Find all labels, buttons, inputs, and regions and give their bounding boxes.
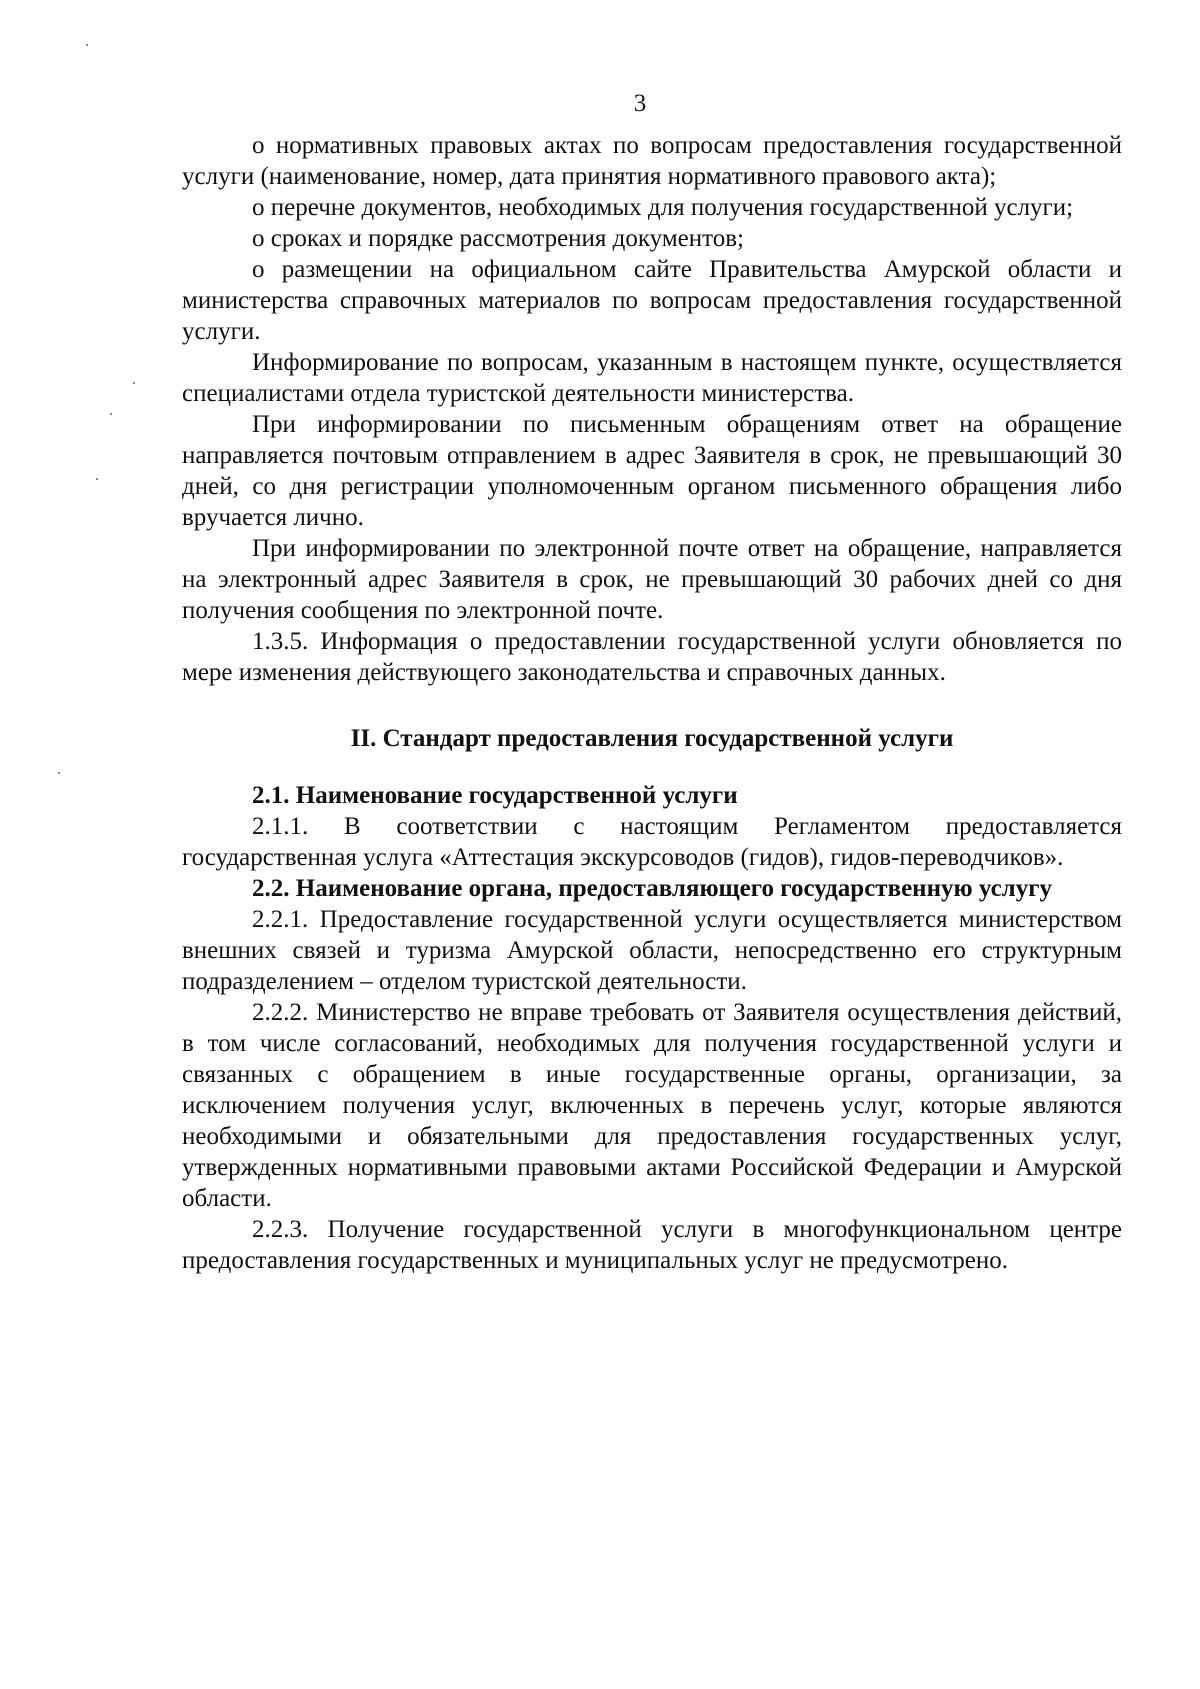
paragraph: 2.2.1. Предоставление государственной услуги осуществляется министерством внешних связей и туризма Амурской области, непосредственно его структурным подразделением – отделом туристской деятельности. [182, 906, 1122, 995]
document-body [182, 130, 1122, 1276]
scan-speck [133, 382, 135, 384]
paragraph: о сроках и порядке рассмотрения документов; [252, 225, 744, 252]
paragraph: 2.1.1. В соответствии с настоящим Регламентом предоставляется государственная услуга «Аттестация экскурсоводов (гидов), гидов-переводчиков». [182, 813, 1122, 871]
paragraph: о перечне документов, необходимых для получения государственной услуги; [252, 194, 1074, 221]
scan-speck [86, 44, 88, 46]
paragraph: 2.2.2. Министерство не вправе требовать от Заявителя осуществления действий, в том числе согласований, необходимых для получения государственной услуги и связанных с обращением в иные государственные органы, организации, за исключением получения услуг, включенных в перечень услуг, которые являются необходимыми и обязательными для предоставления государственных услуг, утвержденных нормативными правовыми актами Российской Федерации и Амурской области. [182, 999, 1122, 1212]
paragraph: При информировании по письменным обращениям ответ на обращение направляется почтовым отправлением в адрес Заявителя в срок, не превышающий 30 дней, со дня регистрации уполномоченным органом письменного обращения либо вручается лично. [182, 411, 1122, 531]
paragraph: Информирование по вопросам, указанным в настоящем пункте, осуществляется специалистами отдела туристской деятельности министерства. [182, 349, 1122, 407]
paragraph: При информировании по электронной почте ответ на обращение, направляется на электронный адрес Заявителя в срок, не превышающий 30 рабочих дней со дня получения сообщения по электронной почте. [182, 535, 1122, 624]
scan-speck [110, 413, 112, 415]
paragraph: 2.2.3. Получение государственной услуги в многофункциональном центре предоставления государственных и муниципальных услуг не предусмотрено. [182, 1216, 1122, 1274]
subsection-title: 2.2. Наименование органа, предоставляющего государственную услугу [252, 875, 1053, 902]
page-number: 3 [633, 90, 647, 117]
paragraph: 1.3.5. Информация о предоставлении государственной услуги обновляется по мере изменения действующего законодательства и справочных данных. [182, 628, 1122, 686]
section-title: II. Стандарт предоставления государственной услуги [350, 725, 954, 752]
scan-speck [96, 478, 98, 480]
paragraph: о нормативных правовых актах по вопросам предоставления государственной услуги (наименование, номер, дата принятия нормативного правового акта); [182, 132, 1122, 190]
paragraph: о размещении на официальном сайте Правительства Амурской области и министерства справочных материалов по вопросам предоставления государственной услуги. [182, 256, 1122, 345]
subsection-title: 2.1. Наименование государственной услуги [252, 782, 738, 809]
scan-speck [58, 772, 60, 774]
